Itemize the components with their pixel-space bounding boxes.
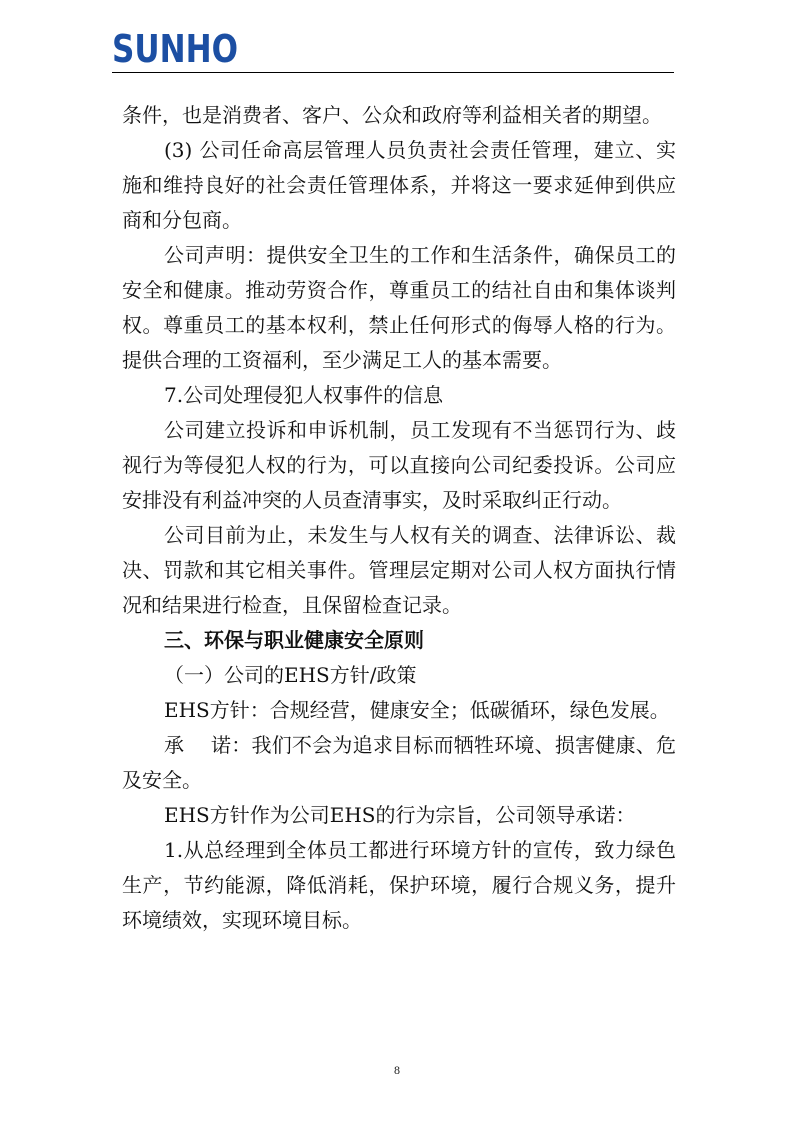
paragraph: (3) 公司任命高层管理人员负责社会责任管理，建立、实施和维持良好的社会责任管理体系，并将这一要求延伸到供应商和分包商。: [122, 138, 676, 232]
logo-wordmark: SUNHO: [112, 27, 238, 71]
paragraph: 承 诺：我们不会为追求目标而牺牲环境、损害健康、危及安全。: [122, 733, 676, 792]
paragraph: 7.公司处理侵犯人权事件的信息: [164, 383, 444, 407]
sunho-logo-icon: [112, 27, 240, 71]
paragraph: （一）公司的EHS方针/政策: [164, 663, 417, 687]
paragraph: 公司声明：提供安全卫生的工作和生活条件，确保员工的安全和健康。推动劳资合作，尊重员工的结社自由和集体谈判权。尊重员工的基本权利，禁止任何形式的侮辱人格的行为。提供合理的工资福利，至少满足工人的基本需要。: [122, 243, 676, 372]
body-text: [122, 98, 676, 938]
page-number: 8: [394, 1063, 400, 1077]
paragraph: 公司目前为止，未发生与人权有关的调查、法律诉讼、裁决、罚款和其它相关事件。管理层定期对公司人权方面执行情况和结果进行检查，且保留检查记录。: [122, 523, 676, 617]
company-logo: [112, 27, 240, 71]
paragraph: 公司建立投诉和申诉机制，员工发现有不当惩罚行为、歧视行为等侵犯人权的行为，可以直接向公司纪委投诉。公司应安排没有利益冲突的人员查清事实，及时采取纠正行动。: [122, 418, 676, 512]
section-heading: 三、环保与职业健康安全原则: [164, 628, 424, 652]
paragraph: 1.从总经理到全体员工都进行环境方针的宣传，致力绿色生产，节约能源，降低消耗，保护环境，履行合规义务，提升环境绩效，实现环境目标。: [122, 838, 676, 932]
paragraph: 条件，也是消费者、客户、公众和政府等利益相关者的期望。: [122, 103, 662, 127]
paragraph: EHS方针：合规经营，健康安全；低碳循环，绿色发展。: [164, 698, 670, 722]
paragraph: EHS方针作为公司EHS的行为宗旨，公司领导承诺：: [164, 803, 636, 827]
header-divider: [112, 72, 674, 73]
page-header: [112, 28, 674, 74]
